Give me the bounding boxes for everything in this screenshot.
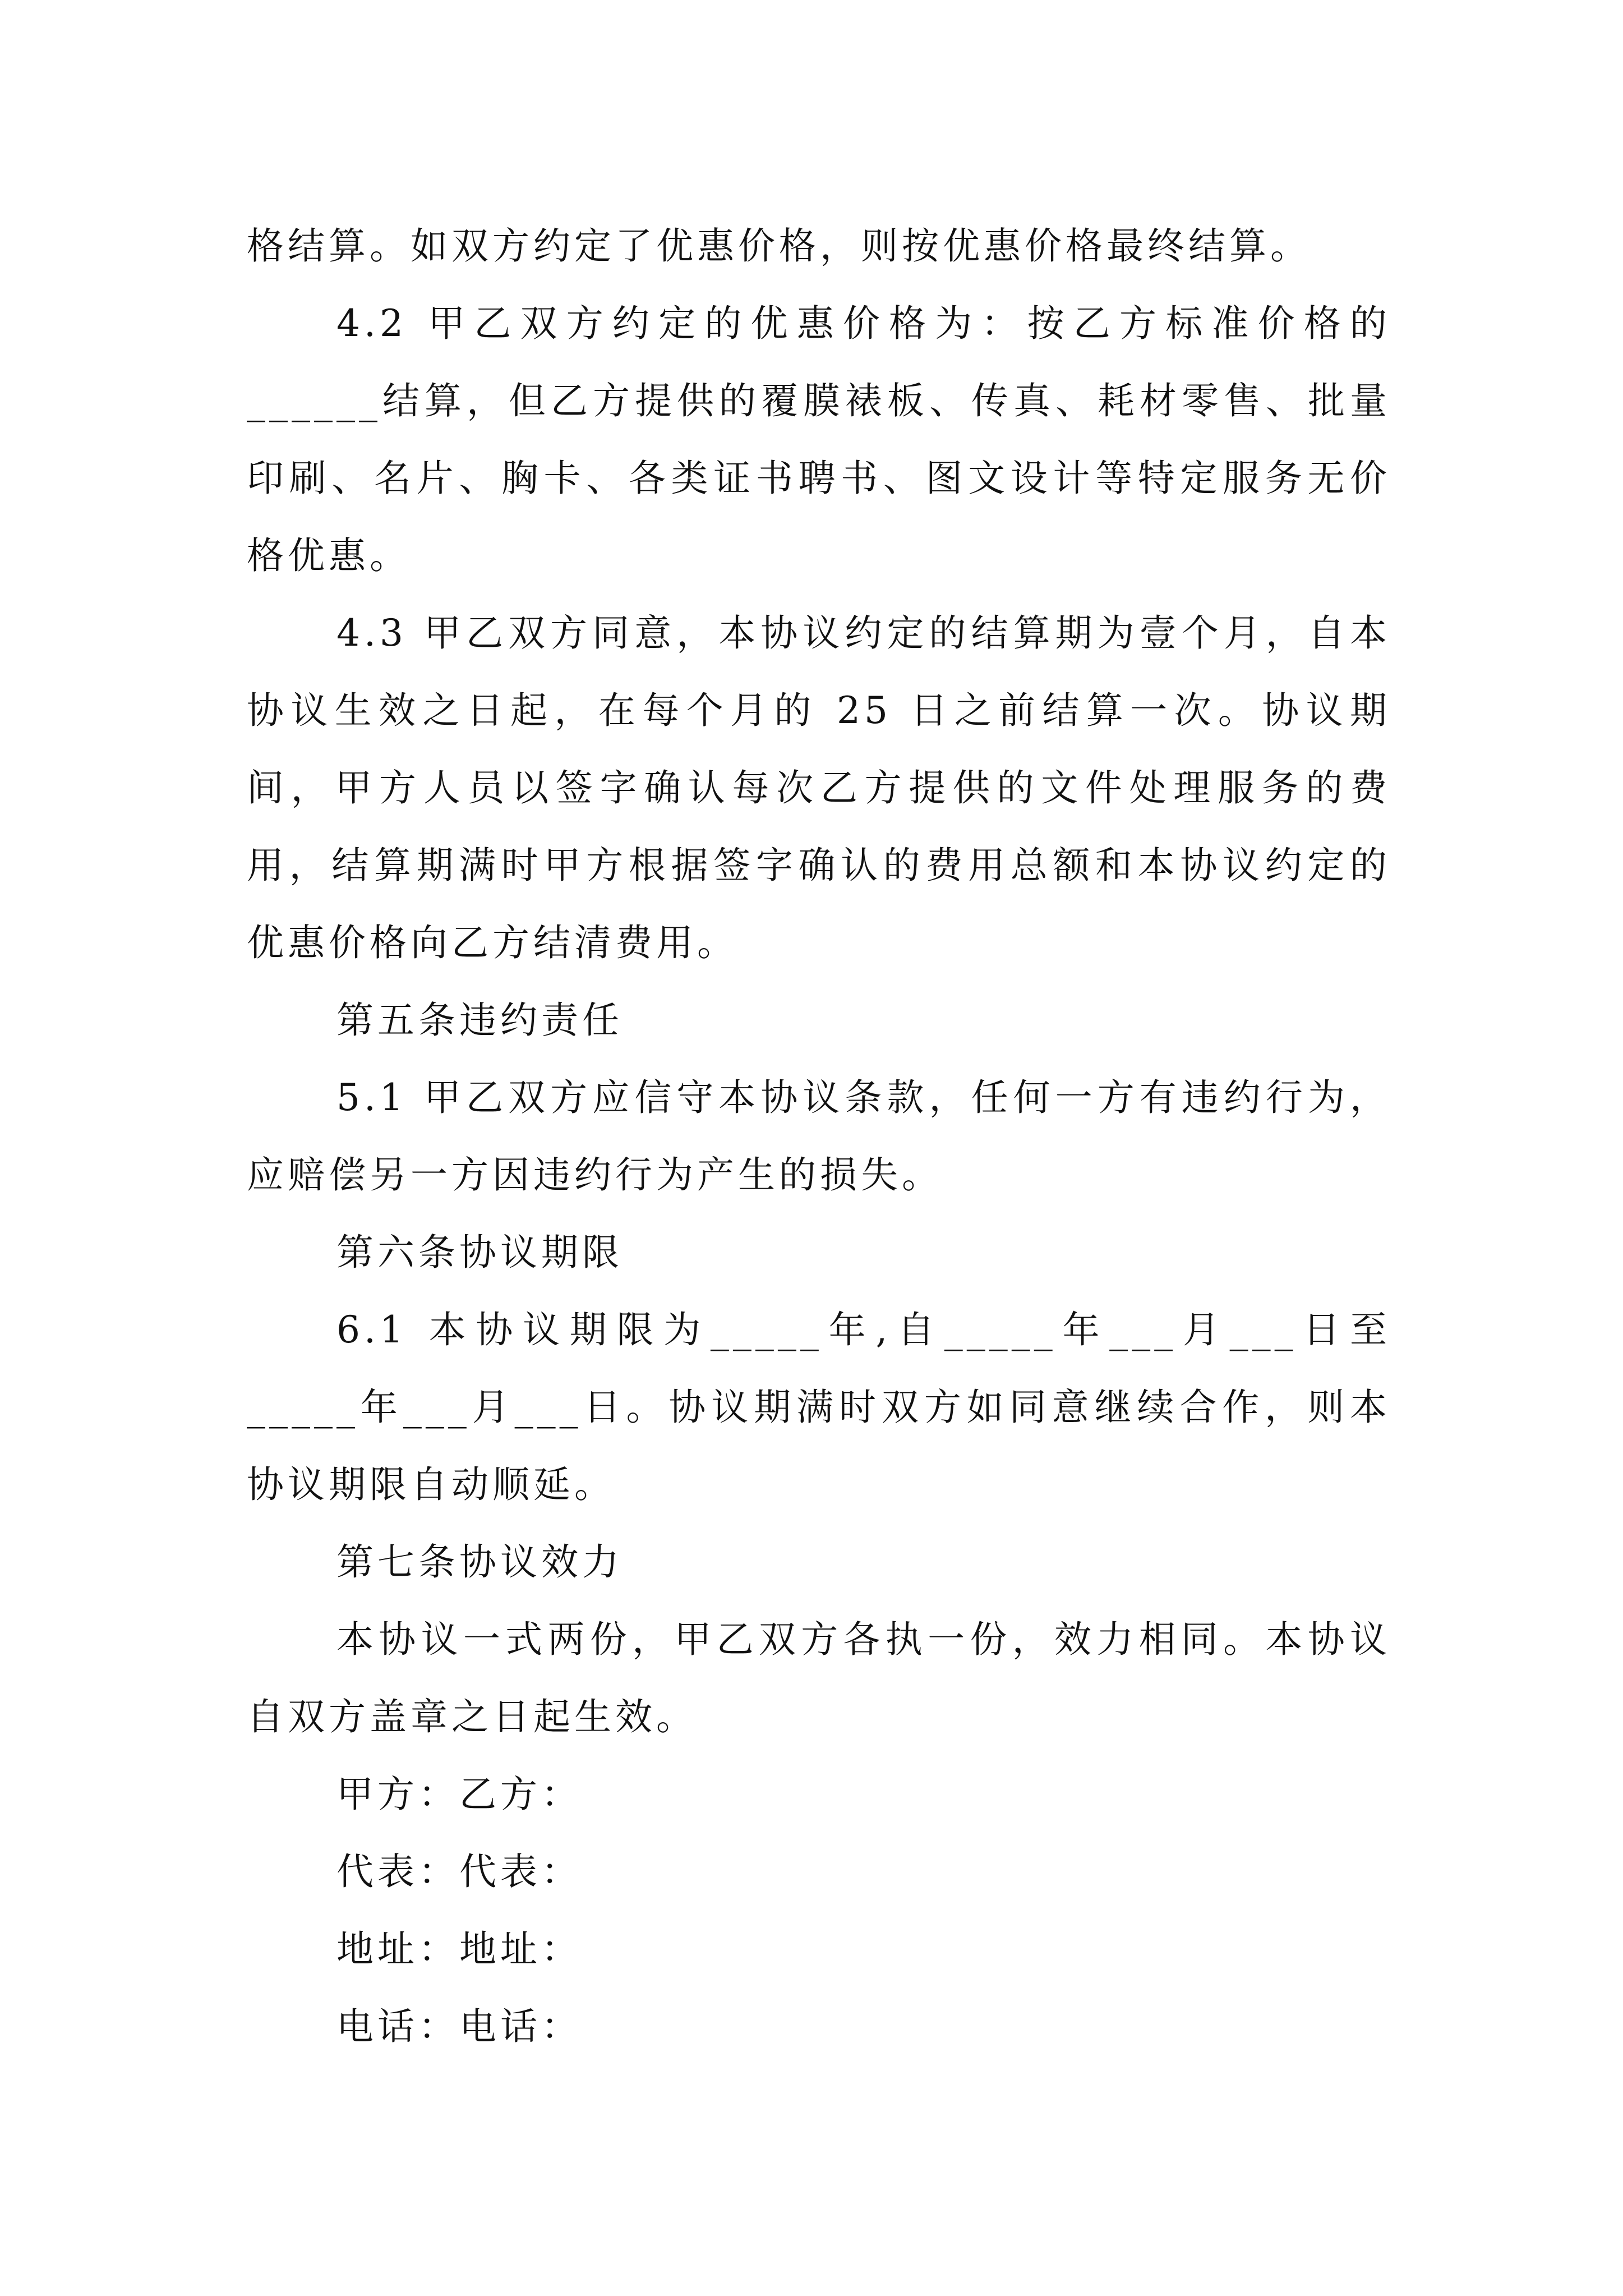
article-7-heading: 第七条协议效力 bbox=[336, 1540, 623, 1584]
article-7-body: 本协议一式两份，甲乙双方各执一份，效力相同。本协议自双方盖章之日起生效。 bbox=[247, 1618, 1391, 1738]
document-body bbox=[247, 208, 1391, 2065]
article-5-heading: 第五条违约责任 bbox=[336, 999, 623, 1042]
signature-representative-line: 代表：代表： bbox=[336, 1850, 582, 1893]
clause-5-1: 5.1 甲乙双方应信守本协议条款，任何一方有违约行为，应赔偿另一方因违约行为产生的损失。 bbox=[247, 1076, 1391, 1197]
clause-6-1: 6.1 本协议期限为_____年,自_____年___月___日至_____年___月___日。协议期满时双方如同意继续合作，则本协议期限自动顺延。 bbox=[247, 1308, 1391, 1506]
article-6-heading: 第六条协议期限 bbox=[336, 1231, 623, 1274]
signature-party-line: 甲方：乙方： bbox=[336, 1773, 582, 1816]
signature-address-line: 地址：地址： bbox=[336, 1927, 582, 1971]
signature-phone-line: 电话：电话： bbox=[336, 2005, 582, 2048]
clause-4-3: 4.3 甲乙双方同意，本协议约定的结算期为壹个月，自本协议生效之日起，在每个月的 25 日之前结算一次。协议期间，甲方人员以签字确认每次乙方提供的文件处理服务的费用，结算期满时甲方根据签字确认的费用总额和本协议约定的优惠价格向乙方结清费用。 bbox=[247, 611, 1391, 964]
clause-4-2: 4.2 甲乙双方约定的优惠价格为：按乙方标准价格的______结算，但乙方提供的覆膜裱板、传真、耗材零售、批量印刷、名片、胸卡、各类证书聘书、图文设计等特定服务无价格优惠。 bbox=[247, 302, 1391, 577]
clause-4-1-continuation: 格结算。如双方约定了优惠价格，则按优惠价格最终结算。 bbox=[247, 224, 1311, 268]
